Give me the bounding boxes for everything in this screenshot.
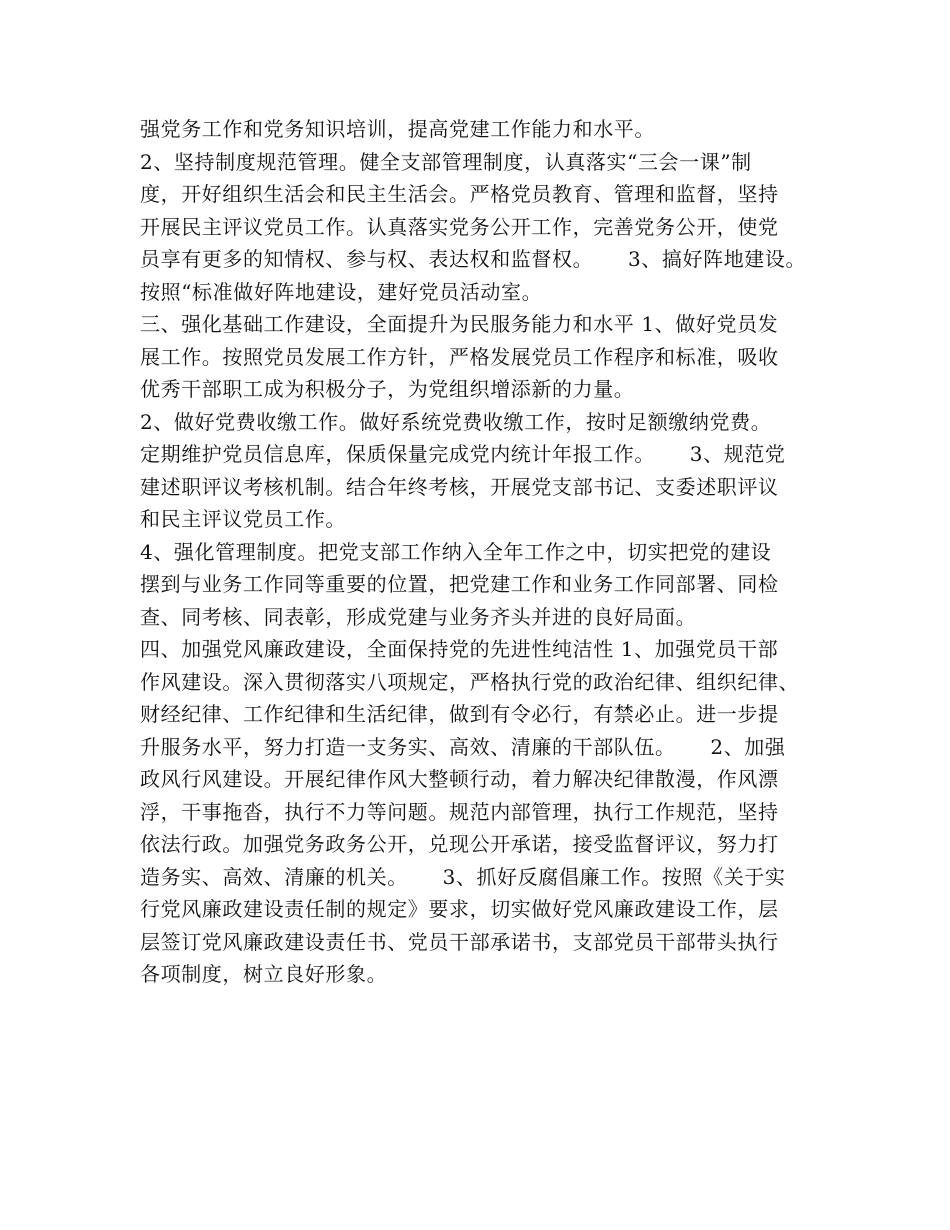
text-line: 升服务水平，努力打造一支务实、高效、清廉的干部队伍。 2、加强 (140, 734, 786, 759)
text-line: 查、同考核、同表彰，形成党建与业务齐头并进的良好局面。 (140, 604, 697, 629)
text-line: 按照“标准做好阵地建设，建好党员活动室。 (140, 279, 543, 304)
text-line: 度，开好组织生活会和民主生活会。严格党员教育、管理和监督，坚持 (140, 182, 779, 206)
text-line: 和民主评议党员工作。 (140, 507, 346, 531)
text-line: 四、加强党风廉政建设，全面保持党的先进性纯洁性 1、加强党员干部 (140, 637, 779, 661)
text-line: 定期维护党员信息库，保质保量完成党内统计年报工作。 3、规范党 (140, 442, 786, 466)
text-line: 摆到与业务工作同等重要的位置，把党建工作和业务工作同部署、同检 (140, 572, 779, 596)
text-line: 开展民主评议党员工作。认真落实党务公开工作，完善党务公开，使党 (140, 214, 779, 239)
text-line: 建述职评议考核机制。结合年终考核，开展党支部书记、支委述职评议 (140, 474, 779, 499)
text-line: 优秀干部职工成为积极分子，为党组织增添新的力量。 (140, 377, 635, 401)
text-line: 强党务工作和党务知识培训，提高党建工作能力和水平。 (140, 117, 655, 141)
text-line: 行党风廉政建设责任制的规定》要求，切实做好党风廉政建设工作，层 (140, 897, 779, 921)
text-line: 2、坚持制度规范管理。健全支部管理制度，认真落实“三会一课”制 (140, 149, 752, 174)
text-line: 4、强化管理制度。把党支部工作纳入全年工作之中，切实把党的建设 (140, 539, 772, 564)
text-line: 造务实、高效、清廉的机关。 3、抓好反腐倡廉工作。按照《关于实 (140, 864, 786, 889)
text-line: 展工作。按照党员发展工作方针，严格发展党员工作程序和标准，吸收 (140, 344, 779, 369)
text-line: 各项制度，树立良好形象。 (140, 962, 388, 986)
text-line: 财经纪律、工作纪律和生活纪律，做到有令必行，有禁必止。进一步提 (140, 702, 779, 726)
text-line: 2、做好党费收缴工作。做好系统党费收缴工作，按时足额缴纳党费。 (140, 409, 772, 434)
document-body-text (140, 113, 840, 991)
text-line: 浮，干事拖沓，执行不力等问题。规范内部管理，执行工作规范，坚持 (140, 799, 779, 824)
text-line: 依法行政。加强党务政务公开，兑现公开承诺，接受监督评议，努力打 (140, 832, 779, 856)
text-line: 员享有更多的知情权、参与权、表达权和监督权。 3、搞好阵地建设。 (140, 247, 807, 271)
text-line: 政风行风建设。开展纪律作风大整顿行动，着力解决纪律散漫，作风漂 (140, 767, 779, 791)
text-line: 层签订党风廉政建设责任书、党员干部承诺书，支部党员干部带头执行 (140, 929, 779, 954)
text-line: 三、强化基础工作建设，全面提升为民服务能力和水平 1、做好党员发 (140, 312, 779, 336)
text-line: 作风建设。深入贯彻落实八项规定，严格执行党的政治纪律、组织纪律、 (140, 669, 800, 694)
